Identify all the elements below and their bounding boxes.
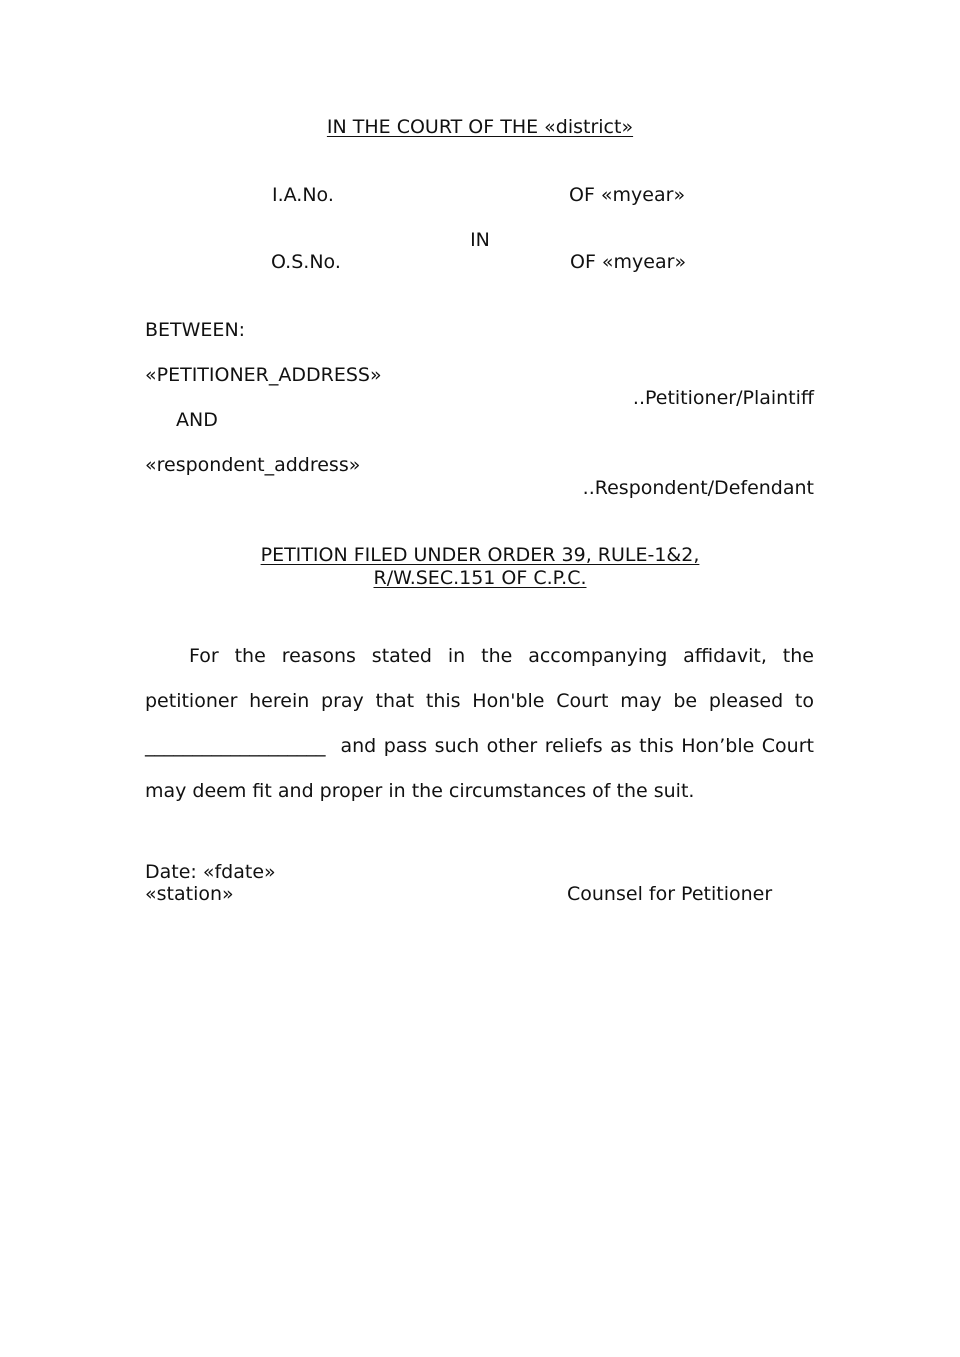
ia-number-label: I.A.No. [272,184,334,206]
court-heading: IN THE COURT OF THE «district» [326,116,634,138]
petition-title-line1: PETITION FILED UNDER ORDER 39, RULE-1&2, [260,544,700,566]
and-connector: AND [176,409,218,431]
prayer-text-part2: and pass such other reliefs as this Hon’ble Court may deem fit and proper in the circumstances of the suit. [145,735,814,802]
petition-title-line2: R/W.SEC.151 OF C.P.C. [373,567,587,589]
in-connector: IN [470,229,490,251]
prayer-blank-line: ___________________ [145,735,326,757]
prayer-paragraph [145,634,814,814]
ia-year: OF «myear» [569,184,686,206]
station-line: «station» [145,883,234,905]
between-label: BETWEEN: [145,319,246,341]
petitioner-address: «PETITIONER_ADDRESS» [145,364,382,386]
prayer-text-part1: For the reasons stated in the accompanying affidavit, the petitioner herein pray that this Hon'ble Court may be pleased to [145,645,814,712]
respondent-role: ..Respondent/Defendant [582,477,814,499]
respondent-address: «respondent_address» [145,454,361,476]
date-line: Date: «fdate» [145,861,276,883]
counsel-signature: Counsel for Petitioner [567,883,773,905]
os-number-label: O.S.No. [271,251,341,273]
os-year: OF «myear» [570,251,687,273]
petitioner-role: ..Petitioner/Plaintiff [632,387,814,409]
